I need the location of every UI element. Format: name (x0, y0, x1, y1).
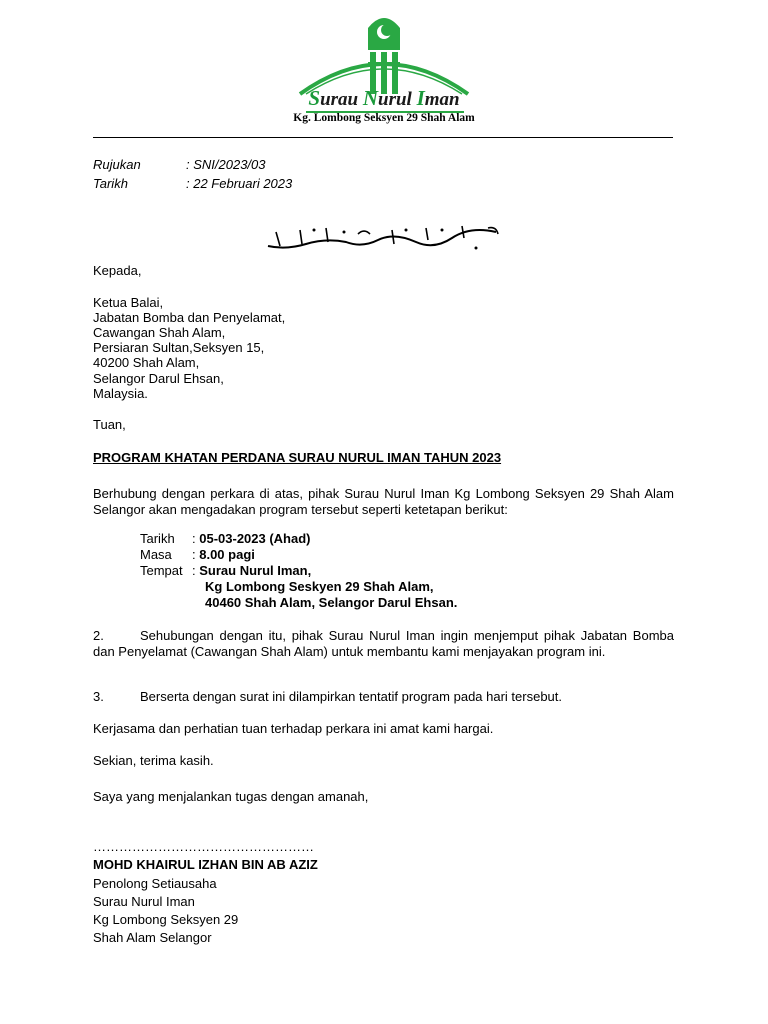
recipient-line: 40200 Shah Alam, (93, 355, 200, 370)
detail-tempat (140, 563, 311, 578)
recipient-line: Persiaran Sultan,Seksyen 15, (93, 340, 265, 355)
signatory-line: Penolong Setiausaha (93, 876, 217, 891)
paragraph-3 (93, 689, 674, 705)
rujukan-label: Rujukan (93, 157, 141, 172)
detail-tempat-value: Surau Nurul Iman, (199, 563, 312, 578)
motto-line: Saya yang menjalankan tugas dengan amanah, (93, 789, 369, 804)
intro-paragraph: Berhubung dengan perkara di atas, pihak Surau Nurul Iman Kg Lombong Seksyen 29 Shah Alam Selangor akan mengadakan program tersebut seperti ketetapan berikut: (93, 486, 674, 517)
recipient-line: Jabatan Bomba dan Penyelamat, (93, 310, 286, 325)
signatory-line: Surau Nurul Iman (93, 894, 195, 909)
closing-line: Sekian, terima kasih. (93, 753, 214, 768)
recipient-line: Ketua Balai, (93, 295, 164, 310)
paragraph-2-text: Sehubungan dengan itu, pihak Surau Nurul Iman ingin menjemput pihak Jabatan Bomba dan Penyelamat (Cawangan Shah Alam) untuk membantu kami menjayakan program ini. (93, 628, 674, 659)
signatory-line: Kg Lombong Seksyen 29 (93, 912, 239, 927)
signatory-line: Shah Alam Selangor (93, 930, 212, 945)
org-name (0, 86, 768, 111)
reference-rujukan (93, 157, 266, 172)
signature-dots: …………………………………………… (93, 839, 314, 854)
detail-tarikh (140, 531, 311, 546)
detail-masa-value: 8.00 pagi (199, 547, 255, 562)
recipient-line: Selangor Darul Ehsan, (93, 371, 224, 386)
detail-sep: : (192, 547, 200, 562)
reference-tarikh (93, 176, 292, 191)
arabic-salam-calligraphy-icon (266, 224, 502, 252)
rujukan-value: : SNI/2023/03 (186, 157, 266, 172)
paragraph-3-text: Berserta dengan surat ini dilampirkan tentatif program pada hari tersebut. (140, 689, 563, 704)
org-name-initial: I (416, 86, 425, 110)
paragraph-2-number: 2. (93, 628, 104, 643)
org-address: Kg. Lombong Seksyen 29 Shah Alam (293, 112, 475, 124)
thanks-line: Kerjasama dan perhatian tuan terhadap perkara ini amat kami hargai. (93, 721, 494, 736)
mosque-dome-icon (296, 14, 472, 96)
detail-masa (140, 547, 255, 562)
letterhead-divider (93, 137, 673, 138)
detail-sep: : (192, 531, 200, 546)
detail-masa-label: Masa (140, 547, 172, 562)
recipient-line: Malaysia. (93, 386, 148, 401)
detail-tempat-line2: Kg Lombong Seskyen 29 Shah Alam, (205, 579, 434, 594)
detail-tarikh-label: Tarikh (140, 531, 175, 546)
org-name-part: urul (378, 89, 417, 110)
org-name-part: man (424, 89, 460, 110)
detail-tarikh-value: 05-03-2023 (Ahad) (199, 531, 311, 546)
signatory-name: MOHD KHAIRUL IZHAN BIN AB AZIZ (93, 857, 318, 872)
tarikh-label: Tarikh (93, 176, 128, 191)
org-name-initial: S (308, 86, 321, 110)
tarikh-value: : 22 Februari 2023 (186, 176, 293, 191)
subject-heading: PROGRAM KHATAN PERDANA SURAU NURUL IMAN TAHUN 2023 (93, 450, 502, 465)
detail-tempat-line3: 40460 Shah Alam, Selangor Darul Ehsan. (205, 595, 458, 610)
org-name-part: urau (320, 89, 363, 110)
org-name-initial: N (362, 86, 379, 110)
greeting: Tuan, (93, 417, 126, 432)
detail-sep: : (192, 563, 200, 578)
kepada: Kepada, (93, 263, 142, 278)
recipient-line: Cawangan Shah Alam, (93, 325, 226, 340)
paragraph-2 (93, 628, 674, 659)
paragraph-3-number: 3. (93, 689, 104, 704)
detail-tempat-label: Tempat (140, 563, 183, 578)
